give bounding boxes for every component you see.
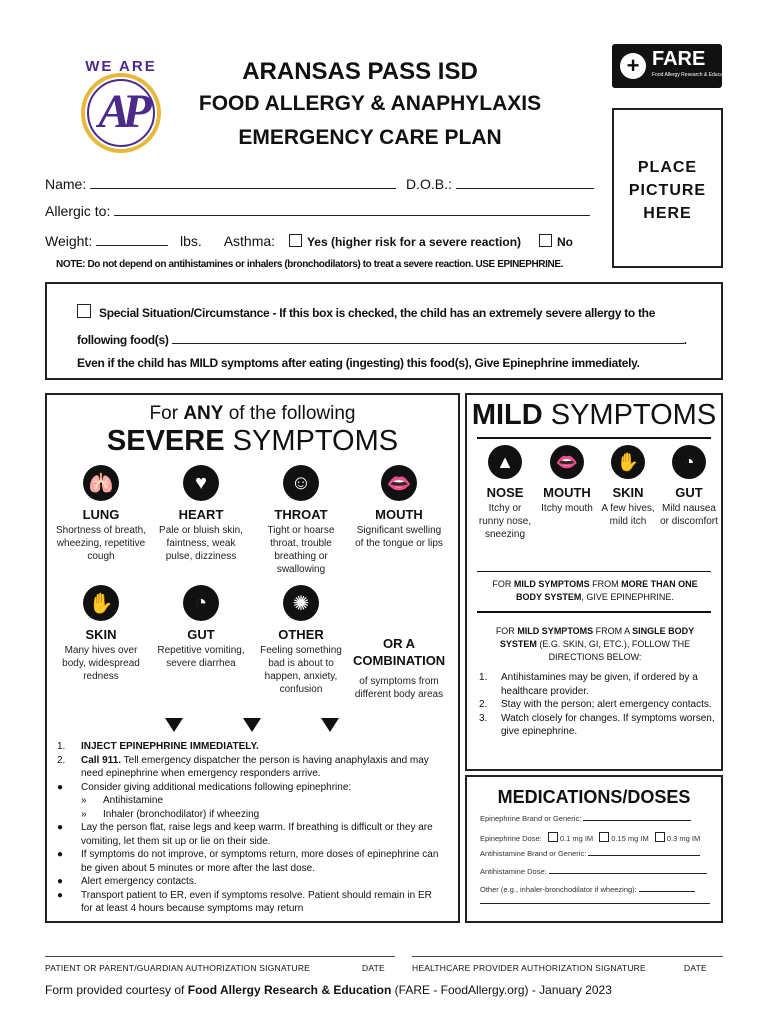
provider-signature-line[interactable] (412, 956, 723, 957)
lbs-label: lbs. (180, 233, 202, 249)
direction-item (479, 671, 715, 698)
asthma-no-label: No (556, 235, 573, 249)
step-bold: Call 911. (81, 754, 122, 766)
severe-lung (55, 465, 147, 563)
step-bold: INJECT EPINEPHRINE IMMEDIATELY. (81, 741, 259, 752)
fare-logo-sub: Food Allergy Research & Education (652, 72, 731, 78)
severe-mouth (353, 465, 445, 550)
symptom-desc: Tight or hoarse throat, trouble breathing or swallowing (267, 525, 335, 575)
name-field[interactable] (90, 174, 396, 189)
logo-text: WE ARE (85, 58, 157, 75)
direction-text: Watch closely for changes. If symptoms worsen, give epinephrine. (501, 712, 715, 737)
step-marker: 1. (57, 741, 66, 752)
step-item (57, 754, 442, 781)
weight-label: Weight: (45, 233, 93, 249)
step-item (57, 794, 442, 808)
symptom-desc: Many hives over body, widespread redness (62, 645, 140, 682)
footer-post: (FARE - FoodAllergy.org) - January 2023 (391, 983, 612, 997)
school-logo (76, 58, 166, 158)
single-pre: FOR (495, 626, 518, 636)
picture-text-1: PLACE (637, 159, 698, 176)
asthma-yes-checkbox[interactable] (289, 234, 302, 247)
other-field[interactable] (639, 891, 695, 892)
step-text: Antihistamine (103, 795, 164, 806)
symptom-label: SKIN (85, 627, 117, 642)
meds-heading: MEDICATIONS/DOSES (497, 787, 691, 807)
direction-item (479, 698, 715, 712)
for-any-post: of the following (228, 403, 356, 424)
nose-icon: ▲ (488, 445, 522, 479)
special-text-2: following food(s) (77, 333, 169, 347)
other-field-2[interactable] (480, 903, 710, 904)
name-label: Name: (45, 176, 87, 192)
step-item (57, 889, 442, 916)
mild-mouth (537, 445, 597, 515)
anti-dose-row (480, 867, 707, 876)
step-marker: ● (57, 889, 64, 901)
direction-marker: 3. (479, 712, 488, 724)
severe-heart (155, 465, 247, 563)
step-text: Tell emergency dispatcher the person is having anaphylaxis and may need epinephrine when emergency responders arrive. (81, 754, 429, 779)
epi-brand-field[interactable] (583, 820, 691, 821)
hand-icon: ✋ (611, 445, 645, 479)
step-item (57, 740, 442, 754)
symptom-desc: Shortness of breath, wheezing, repetitive cough (55, 525, 147, 562)
single-mid: FROM A (593, 626, 633, 636)
dose-checkbox-3[interactable] (655, 832, 665, 842)
symptom-label: MOUTH (543, 485, 591, 500)
dose-checkbox-1[interactable] (548, 832, 558, 842)
multi-pre: FOR (492, 579, 514, 589)
epi-dose-label: Epinephrine Dose: (480, 834, 542, 843)
symptom-label: GUT (187, 627, 215, 642)
epi-dose-row (480, 832, 700, 843)
weight-row (45, 231, 573, 249)
direction-marker: 2. (479, 699, 488, 710)
anti-dose-field[interactable] (549, 873, 707, 874)
mild-divider (477, 571, 711, 572)
picture-placeholder[interactable] (612, 108, 723, 268)
patient-date-label: DATE (362, 963, 385, 973)
mild-symptoms-panel (465, 393, 723, 771)
anti-brand-label: Antihistamine Brand or Generic: (480, 849, 587, 858)
mild-heading (467, 399, 721, 432)
step-item (57, 848, 442, 875)
severe-heading-rest: SYMPTOMS (232, 425, 399, 457)
step-item (57, 821, 442, 848)
provider-signature-label: HEALTHCARE PROVIDER AUTHORIZATION SIGNATURE (412, 963, 646, 973)
severe-combination (353, 629, 445, 701)
special-food-field[interactable] (172, 331, 684, 344)
step-marker: ● (57, 849, 64, 860)
mild-gut (659, 445, 719, 528)
dose-label-2: 0.15 mg IM (611, 834, 649, 843)
multi-system-text (479, 578, 711, 604)
special-checkbox[interactable] (77, 304, 91, 318)
symptom-desc: A few hives, mild itch (601, 503, 655, 527)
step-text: If symptoms do not improve, or symptoms return, more doses of epinephrine can be given about 5 minutes or more after the last dose. (81, 849, 439, 874)
symptom-label: MOUTH (375, 507, 423, 522)
page-subtitle: FOOD ALLERGY & ANAPHYLAXIS (198, 92, 542, 115)
page-subtitle-2: EMERGENCY CARE PLAN (238, 126, 502, 149)
special-text-1: Special Situation/Circumstance - If this box is checked, the child has an extremely severe allergy to the (99, 306, 656, 320)
anti-brand-row (480, 849, 700, 858)
footer-credit (45, 983, 612, 997)
step-marker: ● (57, 822, 64, 833)
special-situation-box (45, 282, 723, 380)
step-marker: » (81, 795, 87, 806)
asthma-label: Asthma: (223, 233, 276, 249)
page-title: ARANSAS PASS ISD (242, 58, 478, 85)
footer-pre: Form provided courtesy of (45, 983, 188, 997)
multi-bold-1: MILD SYMPTOMS (513, 579, 590, 589)
patient-signature-label: PATIENT OR PARENT/GUARDIAN AUTHORIZATION SIGNATURE (45, 963, 311, 973)
symptom-label: GUT (675, 485, 703, 500)
single-system-text (489, 625, 701, 664)
severe-steps (57, 740, 442, 916)
direction-marker: 1. (479, 672, 488, 683)
severe-heading-bold: SEVERE (106, 425, 225, 457)
brain-icon: ✺ (283, 585, 319, 621)
severe-symptoms-panel (45, 393, 460, 923)
patient-signature-line[interactable] (45, 956, 395, 957)
severe-gut (155, 585, 247, 670)
symptom-desc: Feeling something bad is about to happen, anxiety, confusion (260, 645, 342, 695)
stomach-icon: ◔ (183, 585, 219, 621)
severe-skin (55, 585, 147, 683)
symptom-desc: Significant swelling of the tongue or lips (355, 525, 443, 549)
mild-directions (479, 671, 715, 739)
step-item (57, 875, 442, 889)
symptom-desc: Pale or bluish skin, faintness, weak pulse, dizziness (159, 525, 243, 562)
fare-logo-text: FARE (652, 48, 706, 70)
direction-item (479, 712, 715, 739)
lung-icon: 🫁 (83, 465, 119, 501)
for-any-bold: ANY (183, 403, 224, 424)
mild-divider (477, 611, 711, 613)
severe-heading (47, 425, 458, 458)
combination-label: OR A COMBINATION (353, 636, 446, 668)
symptom-desc: Itchy mouth (541, 503, 593, 514)
asthma-no-checkbox[interactable] (539, 234, 552, 247)
single-bold-2: SINGLE BODY SYSTEM (499, 626, 695, 649)
epi-brand-label: Epinephrine Brand or Generic: (480, 814, 582, 823)
step-text: Transport patient to ER, even if symptoms resolve. Patient should remain in ER for at least 4 hours because symptoms may return (81, 889, 432, 914)
step-marker: ● (57, 876, 64, 887)
step-text: Inhaler (bronchodilator) if wheezing (103, 808, 260, 820)
special-line-1 (77, 304, 655, 320)
special-text-3: Even if the child has MILD symptoms after eating (ingesting) this food(s), Give Epinephrine immediately. (77, 356, 640, 370)
plus-icon: + (620, 53, 646, 79)
direction-text: Antihistamines may be given, if ordered by a healthcare provider. (501, 672, 698, 697)
other-label: Other (e.g., inhaler-bronchodilator if wheezing): (480, 885, 637, 894)
symptom-label: LUNG (82, 507, 120, 522)
step-item (57, 808, 442, 822)
symptom-desc: Itchy or runny nose, sneezing (478, 503, 532, 540)
for-any-pre: For (149, 403, 179, 424)
other-row (480, 885, 695, 894)
step-item (57, 781, 442, 795)
direction-text: Stay with the person; alert emergency contacts. (501, 699, 712, 710)
symptom-desc: Repetitive vomiting, severe diarrhea (157, 645, 245, 669)
hand-icon: ✋ (83, 585, 119, 621)
mild-skin (597, 445, 659, 528)
throat-icon: ☺ (283, 465, 319, 501)
anti-dose-label: Antihistamine Dose: (480, 867, 547, 876)
weight-field[interactable] (96, 231, 168, 246)
mild-nose (475, 445, 535, 541)
dob-field[interactable] (456, 174, 594, 189)
note-text: NOTE: Do not depend on antihistamines or inhalers (bronchodilators) to treat a severe reaction. USE EPINEPHRINE. (56, 259, 563, 270)
multi-post: , GIVE EPINEPHRINE. (581, 592, 674, 602)
combination-desc: of symptoms from different body areas (354, 676, 444, 700)
step-marker: ● (57, 781, 64, 793)
allergy-row (45, 201, 590, 219)
mild-divider (477, 437, 711, 439)
special-line-2 (77, 331, 687, 347)
epi-brand-row (480, 814, 691, 823)
special-period: . (683, 333, 687, 347)
allergic-to-label: Allergic to: (45, 203, 111, 219)
arrow-down-icon (165, 718, 183, 732)
step-text: Consider giving additional medications following epinephrine: (81, 781, 352, 793)
symptom-label: SKIN (612, 485, 644, 500)
severe-throat (255, 465, 347, 576)
symptom-label: NOSE (486, 485, 524, 500)
picture-text-3: HERE (643, 205, 692, 222)
step-text: Alert emergency contacts. (81, 876, 197, 887)
multi-bold-2: MORE THAN ONE BODY SYSTEM (516, 579, 698, 602)
single-post: (E.G. SKIN, GI, ETC.), FOLLOW THE DIRECTIONS BELOW: (536, 639, 691, 662)
mild-heading-rest: SYMPTOMS (550, 399, 717, 431)
allergic-to-field[interactable] (114, 201, 590, 216)
picture-text-2: PICTURE (628, 182, 707, 199)
severe-other (255, 585, 347, 696)
single-bold-1: MILD SYMPTOMS (517, 626, 594, 636)
provider-date-label: DATE (684, 963, 707, 973)
logo-letters: AP (98, 85, 144, 138)
fare-logo (612, 44, 731, 88)
step-text: Lay the person flat, raise legs and keep warm. If breathing is difficult or they are vomiting, let them sit up or lie on their side. (81, 822, 433, 847)
dose-checkbox-2[interactable] (599, 832, 609, 842)
heart-icon: ♥ (183, 465, 219, 501)
symptom-label: THROAT (274, 507, 328, 522)
for-any-text (47, 403, 458, 425)
arrow-down-icon (321, 718, 339, 732)
dose-label-1: 0.1 mg IM (559, 834, 594, 843)
stomach-icon: ◔ (672, 445, 706, 479)
asthma-yes-label: Yes (higher risk for a severe reaction) (306, 235, 522, 249)
dob-label: D.O.B.: (406, 176, 452, 192)
anti-brand-field[interactable] (588, 855, 700, 856)
dose-label-3: 0.3 mg IM (666, 834, 701, 843)
symptom-label: OTHER (278, 627, 324, 642)
step-marker: » (81, 808, 87, 820)
arrow-down-icon (243, 718, 261, 732)
mouth-icon: 👄 (550, 445, 584, 479)
step-marker: 2. (57, 754, 66, 766)
medications-panel (465, 775, 723, 923)
name-row (45, 174, 594, 192)
symptom-desc: Mild nausea or discomfort (660, 503, 718, 527)
mild-heading-bold: MILD (471, 399, 543, 431)
footer-bold: Food Allergy Research & Education (187, 983, 392, 997)
mouth-icon: 👄 (381, 465, 417, 501)
symptom-label: HEART (178, 507, 224, 522)
multi-mid: FROM (589, 579, 622, 589)
